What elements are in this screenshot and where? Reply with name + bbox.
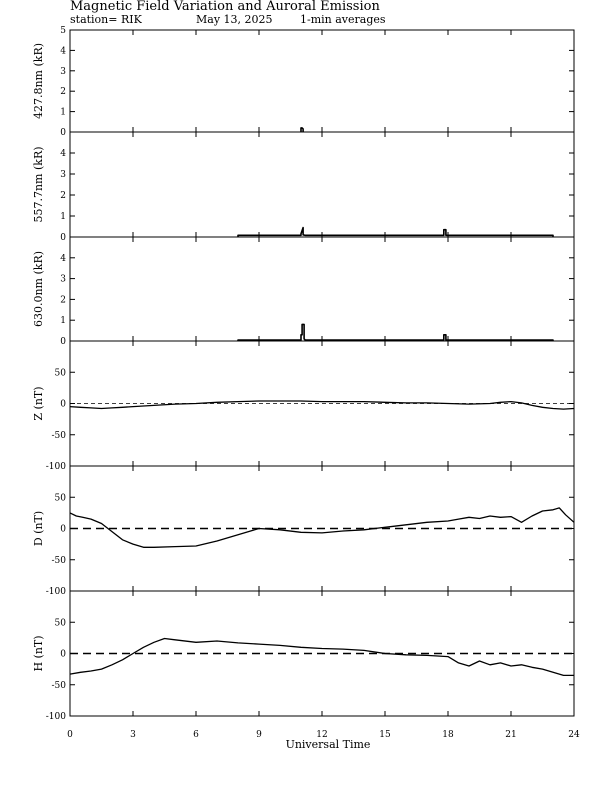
y-tick-label: 0	[60, 399, 66, 410]
y-tick-label: 1	[60, 107, 66, 118]
x-tick-label: 0	[67, 730, 73, 740]
series-line-p4278	[301, 128, 303, 132]
y-tick-label: -50	[51, 680, 66, 691]
chart-title: Magnetic Field Variation and Auroral Emission	[70, 0, 380, 14]
date-label: May 13, 2025	[196, 13, 273, 26]
y-tick-label: 4	[60, 149, 66, 159]
y-tick-label: 2	[60, 87, 66, 98]
y-axis-label-pH: H (nT)	[32, 635, 45, 672]
y-tick-label: 1	[60, 316, 66, 327]
y-tick-label: 4	[60, 46, 66, 57]
series-line-pZ	[70, 401, 574, 409]
x-tick-label: 12	[316, 730, 328, 740]
x-axis-label: Universal Time	[285, 738, 371, 751]
x-tick-label: 6	[193, 730, 199, 740]
y-tick-label: -50	[51, 430, 66, 441]
y-tick-label: -100	[45, 587, 66, 597]
y-tick-label: 0	[60, 233, 66, 243]
y-tick-label: 3	[60, 274, 66, 285]
y-tick-label: 50	[54, 493, 66, 504]
x-tick-label: 15	[379, 730, 391, 740]
y-tick-label: 2	[60, 191, 66, 201]
station-label: station= RIK	[70, 13, 142, 26]
y-tick-label: 3	[60, 170, 66, 180]
x-tick-label: 18	[442, 730, 454, 740]
x-tick-label: 24	[568, 730, 580, 740]
series-line-p6300	[238, 324, 553, 341]
y-tick-label: 0	[60, 649, 66, 660]
series-line-pH	[70, 639, 574, 676]
y-tick-label: 5	[60, 26, 66, 36]
panel-frame-p4278	[70, 30, 574, 132]
y-tick-label: -100	[45, 712, 66, 722]
y-tick-label: 0	[60, 128, 66, 138]
averaging-label: 1-min averages	[300, 13, 386, 26]
panels-group	[32, 26, 580, 740]
y-tick-label: 50	[54, 618, 66, 629]
y-tick-label: -100	[45, 462, 66, 472]
x-tick-label: 9	[256, 730, 262, 740]
y-tick-label: 2	[60, 295, 66, 306]
y-axis-label-p4278: 427.8nm (kR)	[32, 42, 45, 120]
y-tick-label: -50	[51, 555, 66, 566]
y-tick-label: 0	[60, 524, 66, 535]
y-axis-label-pD: D (nT)	[32, 510, 45, 547]
y-tick-label: 0	[60, 337, 66, 347]
panel-frame-p6300	[70, 237, 574, 341]
series-line-p5577	[238, 228, 553, 237]
x-tick-label: 3	[130, 730, 136, 740]
y-tick-label: 50	[54, 368, 66, 379]
y-axis-label-p6300: 630.0nm (kR)	[32, 250, 45, 328]
y-axis-label-pZ: Z (nT)	[32, 386, 45, 421]
panel-frame-p5577	[70, 132, 574, 237]
y-tick-label: 4	[60, 253, 66, 264]
y-axis-label-p5577: 557.7nm (kR)	[32, 146, 45, 223]
series-line-pD	[70, 508, 574, 547]
y-tick-label: 3	[60, 66, 66, 77]
y-tick-label: 1	[60, 212, 66, 222]
x-tick-label: 21	[505, 730, 517, 740]
